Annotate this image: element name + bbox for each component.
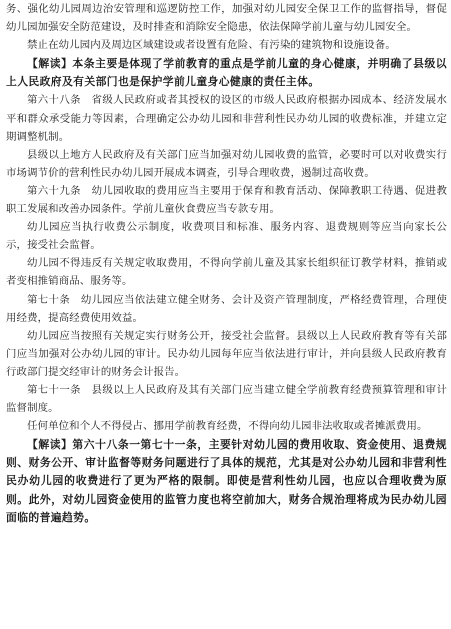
paragraph-funding-misuse-ban: 任何单位和个人不得侵占、挪用学前教育经费，不得向幼儿园非法收取或者摊派费用。 bbox=[27, 420, 428, 433]
interpretation-paragraph-2: 【解读】第六十八条一第七十一条，主要针对幼儿园的费用收取、资金使用、退费规则、财务公开、审计监督等财务问题进行了具体的规范，尤其是对公办幼儿园和非营利性民办幼儿园的收费进行了更为严格的限制。即使是营利性幼儿园，也应以合理收费为原则。此外，对幼儿园资金使用的监管力度也将空前加大，财务合规治理将成为民办幼儿园面临的普遍趋势。 bbox=[6, 438, 447, 524]
article-70: 第七十条 幼儿园应当依法建立健全财务、会计及资产管理制度，严格经费管理，合理使用经费，提高经费使用效益。 bbox=[6, 293, 447, 324]
article-69: 第六十九条 幼儿园收取的费用应当主要用于保育和教育活动、保障教职工待遇、促进教职工发展和改善办园条件。学前儿童伙食费应当专款专用。 bbox=[6, 184, 447, 216]
paragraph-fee-prohibition: 幼儿园不得违反有关规定收取费用，不得向学前儿童及其家长组织征订教学材料，推销或者变相推销商品、服务等。 bbox=[6, 257, 447, 288]
paragraph-fee-supervision: 县级以上地方人民政府及有关部门应当加强对幼儿园收费的监管，必要时可以对收费实行市场调节价的营利性民办幼儿园开展成本调查，引导合理收费，遏制过高收费。 bbox=[6, 148, 447, 179]
paragraph-fee-disclosure: 幼儿园应当执行收费公示制度，收费项目和标准、服务内容、退费规则等应当向家长公示，接受社会监督。 bbox=[6, 221, 447, 252]
paragraph-safety-continued: 务、强化幼儿园周边治安管理和巡逻防控工作，加强对幼儿园安全保卫工作的监督指导，督促幼儿园加强安全防范建设，及时排查和消除安全隐患，依法保障学前儿童与幼儿园安全。 bbox=[6, 3, 447, 34]
interpretation-paragraph-1: 【解读】本条主要是体现了学前教育的重点是学前儿童的身心健康，并明确了县级以上人民政府及有关部门也是保护学前儿童身心健康的责任主体。 bbox=[6, 57, 447, 89]
article-71: 第七十一条 县级以上人民政府及其有关部门应当建立健全学前教育经费预算管理和审计监督制度。 bbox=[6, 383, 447, 415]
paragraph-financial-audit: 幼儿园应当按照有关规定实行财务公开，接受社会监督。县级以上人民政府教育等有关部门应当加强对公办幼儿园的审计。民办幼儿园每年应当依法进行审计，并向县级人民政府教育行政部门提交经审计的财务会计报告。 bbox=[6, 329, 447, 378]
paragraph-hazard-ban: 禁止在幼儿园内及周边区域建设或者设置有危险、有污染的建筑物和设施设备。 bbox=[27, 39, 396, 52]
article-68: 第六十八条 省级人民政府或者其授权的设区的市级人民政府根据办园成本、经济发展水平和群众承受能力等因素，合理确定公办幼儿园和非营利性民办幼儿园的收费标准，并建立定期调整机制。 bbox=[6, 94, 447, 143]
